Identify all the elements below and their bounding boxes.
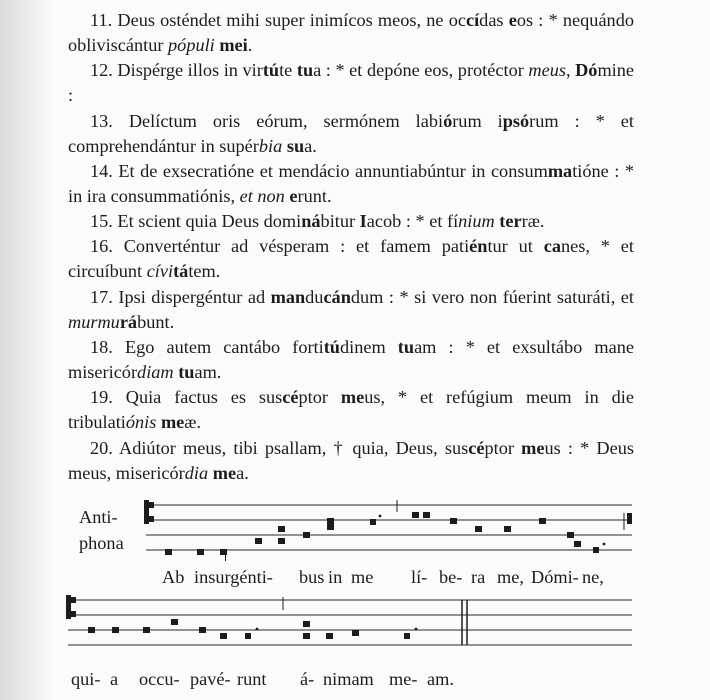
verse-text: ræ. xyxy=(521,211,545,232)
verse-text: bia xyxy=(258,135,283,156)
syllable: me- xyxy=(389,669,418,689)
verse-text: man xyxy=(270,286,306,307)
verse-text: cívi xyxy=(146,261,174,282)
syllable: qui- xyxy=(71,669,101,689)
verse-number: 13. xyxy=(90,110,113,131)
syllable: be- xyxy=(439,567,463,587)
verse-text: mine : xyxy=(68,60,635,106)
verse-text: tur ut xyxy=(487,236,544,257)
verse-text: e xyxy=(508,10,517,30)
syllable: bus xyxy=(299,567,325,587)
syllable: ne, xyxy=(582,567,604,587)
verse-text: tu xyxy=(178,362,195,383)
verse-text: rum : * et comprehendántur in supér xyxy=(68,110,634,156)
verse-text: I xyxy=(359,211,367,232)
verse-text: én xyxy=(469,236,488,257)
verse-text: bitur xyxy=(320,211,360,232)
neumes-line-1 xyxy=(165,512,632,561)
syllable: occu- xyxy=(139,669,180,689)
verse-number: 16. xyxy=(90,236,113,257)
verse-text: ónis xyxy=(125,412,157,433)
syllable: am. xyxy=(427,669,454,689)
verse-text: tú xyxy=(262,60,280,81)
verse-text: os : * nequándo obliviscántur xyxy=(68,10,634,55)
staff-2 xyxy=(68,600,632,645)
verse-text: tu xyxy=(397,337,415,358)
verse-text: runt. xyxy=(297,185,332,206)
verse-text: diam xyxy=(137,362,174,383)
verse-text: ca xyxy=(543,236,561,257)
verse-number: 20. xyxy=(90,437,113,458)
verse-text: Ipsi dispergéntur ad xyxy=(112,286,271,307)
do-clef-icon xyxy=(144,500,154,524)
verse-text: ptor xyxy=(484,437,522,458)
verse-text: Converténtur ad vésperam : et famem pati xyxy=(112,236,470,257)
verse-text: ma xyxy=(547,160,573,181)
verse-text: psó xyxy=(502,110,530,131)
staff-1 xyxy=(146,505,632,550)
verse-text: su xyxy=(286,135,305,156)
do-clef-icon xyxy=(66,595,76,619)
verse-text: puli xyxy=(186,35,220,55)
syllable: me xyxy=(351,567,374,587)
verse-text: cé xyxy=(282,387,299,408)
verse-text: mei xyxy=(219,35,248,55)
verse-text: us : * Deus meus, misericór xyxy=(68,437,634,483)
verse-number: 19. xyxy=(90,387,113,408)
syllable: insurgénti- xyxy=(194,567,273,587)
verse-text: ter xyxy=(499,211,522,232)
verse-text: Deus osténdet mihi super inimícos meos, ne oc xyxy=(112,10,466,30)
verse-text: acob : * et fí xyxy=(366,211,459,232)
syllable: lí- xyxy=(411,567,428,587)
verse-text: us, * et refúgium meum in die tribulati xyxy=(68,387,634,433)
verse-text: me xyxy=(340,387,365,408)
syllable: Ab xyxy=(162,567,185,587)
verse-text: am : * et exsultábo mane misericór xyxy=(68,337,634,383)
verse-number: 15. xyxy=(90,211,113,232)
verse-text: Et scient quia Deus domi xyxy=(112,211,302,232)
verse-text: te xyxy=(279,60,297,81)
verse-text: a : * et depóne eos, protéctor xyxy=(313,60,529,81)
syllable: a xyxy=(110,669,119,689)
verse-text: , xyxy=(565,60,576,81)
syllable: Dómi- xyxy=(531,567,579,587)
verse-number: 11. xyxy=(90,10,113,30)
verse-text: dinem xyxy=(339,337,398,358)
verse-text: ó xyxy=(443,110,453,131)
verse-text: Quia factus es sus xyxy=(112,387,283,408)
verse-text: tú xyxy=(323,337,340,358)
verse-text: du xyxy=(305,286,324,307)
verse-text: cé xyxy=(468,437,485,458)
verse-text: Adiútor meus, tibi psallam, † quia, Deus, sus xyxy=(112,437,469,458)
verse-text: nes, * et circuíbunt xyxy=(68,236,634,282)
syllable: ra xyxy=(471,567,486,587)
verse-number: 17. xyxy=(90,286,113,307)
verse-text: Dó xyxy=(575,60,598,81)
syllable: pavé- xyxy=(190,669,231,689)
verse-text: nium xyxy=(458,211,495,232)
verse-text: pó xyxy=(168,35,187,55)
syllable: nimam xyxy=(323,669,374,689)
verse-text: tem. xyxy=(188,261,221,282)
verse-text: das xyxy=(479,10,509,30)
verse-text: ná xyxy=(301,211,321,232)
verse-text: cí xyxy=(465,10,480,30)
syllable: runt xyxy=(237,669,267,689)
verse-text: rum i xyxy=(452,110,503,131)
verse-text: Dispérge illos in vir xyxy=(112,60,263,81)
verse-text: ptor xyxy=(298,387,341,408)
syllable: me, xyxy=(497,567,524,587)
antiphon-text-line-2 xyxy=(0,668,710,690)
verse-text: a. xyxy=(236,462,249,483)
verse-text: e xyxy=(289,185,298,206)
neumes-line-2 xyxy=(88,619,417,639)
verse-text: me xyxy=(160,412,185,433)
verse-number: 18. xyxy=(90,337,113,358)
verse-text: Delíctum oris eórum, sermónem labi xyxy=(112,110,444,131)
verse-text: Ego autem cantábo forti xyxy=(112,337,324,358)
verse-text: æ. xyxy=(184,412,202,433)
verse-text: tu xyxy=(296,60,314,81)
verse-text: dia xyxy=(184,462,209,483)
verse-text: meus xyxy=(528,60,566,81)
verse-text: Et de exsecratióne et mendácio annuntiabúntur in consum xyxy=(112,160,548,181)
verse-text: . xyxy=(247,35,253,55)
verse-text: murmu xyxy=(68,311,120,332)
verse-text: tá xyxy=(173,261,189,282)
verse-text: rá xyxy=(119,311,138,332)
verse-text: me xyxy=(521,437,545,458)
verse-text: bunt. xyxy=(137,311,175,332)
antiphon-label-line1: Anti- xyxy=(79,507,118,527)
syllable: á- xyxy=(300,669,315,689)
antiphon-label-line2: phona xyxy=(79,533,124,553)
verse-text: dum : * si vero non fúerint saturáti, et xyxy=(350,286,635,307)
verse-number: 14. xyxy=(90,160,113,181)
verse-text: tióne : * in ira consummatiónis, xyxy=(68,160,634,206)
verse-text: a. xyxy=(304,135,317,156)
antiphon-text-line-1 xyxy=(0,566,710,588)
verse-text: am. xyxy=(194,362,222,383)
verse-text: cán xyxy=(323,286,351,307)
syllable: in xyxy=(328,567,343,587)
verse-text: et non xyxy=(239,185,285,206)
verse-text: me xyxy=(212,462,237,483)
verse-number: 12. xyxy=(90,60,113,81)
